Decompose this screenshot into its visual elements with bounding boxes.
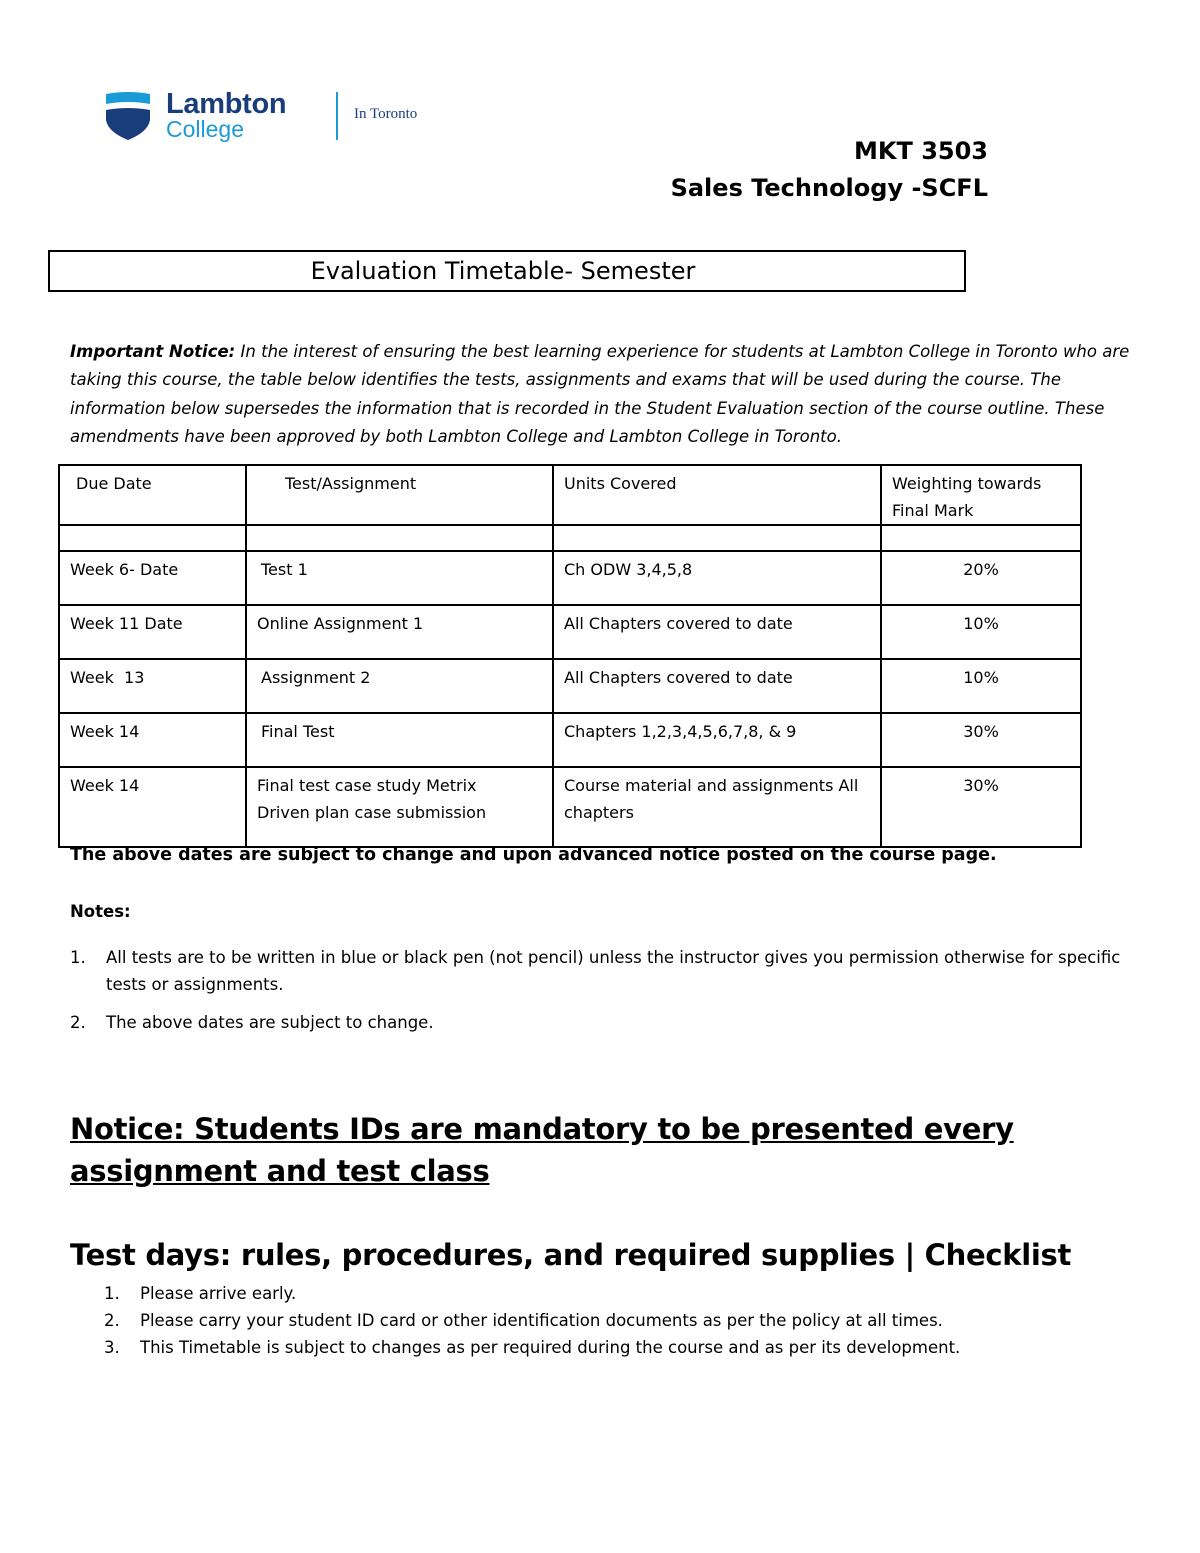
notes-heading: Notes:	[70, 902, 131, 921]
table-row	[59, 659, 1081, 713]
table-cell	[59, 525, 246, 551]
test-days-heading: Test days: rules, procedures, and required supplies | Checklist	[70, 1238, 1072, 1272]
table-cell: 30%	[881, 767, 1081, 847]
table-cell	[246, 525, 553, 551]
table-row	[59, 605, 1081, 659]
important-notice-text: In the interest of ensuring the best learning experience for students at Lambton College in Toronto who are taking this course, the table below identifies the tests, assignments and exams that will be used during the course. The information below supersedes the information that is recorded in the Student Evaluation section of the course outline. These amendments have been approved by both Lambton College and Lambton College in Toronto.	[70, 342, 1130, 446]
course-name: Sales Technology -SCFL	[670, 174, 988, 202]
header-weighting: Weighting towards Final Mark	[881, 465, 1081, 525]
list-text: Please carry your student ID card or other identification documents as per the policy at all times.	[140, 1311, 943, 1330]
checklist	[104, 1280, 1104, 1361]
table-cell: Week 14	[59, 713, 246, 767]
dates-change-notice: The above dates are subject to change and upon advanced notice posted on the course page.	[70, 845, 997, 865]
list-item	[70, 944, 1130, 998]
list-item	[70, 1009, 1130, 1036]
logo-wordmark-college: College	[166, 116, 244, 142]
table-cell: Final test case study Metrix Driven plan case submission	[246, 767, 553, 847]
important-notice	[70, 338, 1134, 451]
table-cell: Final Test	[246, 713, 553, 767]
table-cell	[881, 525, 1081, 551]
list-item	[104, 1334, 1104, 1361]
table-row	[59, 767, 1081, 847]
logo-tagline: In Toronto	[354, 106, 418, 122]
header-test-assignment: Test/Assignment	[246, 465, 553, 525]
logo-wordmark-lambton: Lambton	[166, 88, 287, 120]
table-cell: All Chapters covered to date	[553, 659, 881, 713]
list-item	[104, 1280, 1104, 1307]
evaluation-timetable	[58, 464, 1082, 848]
list-text: This Timetable is subject to changes as per required during the course and as per its development.	[140, 1338, 961, 1357]
course-code: MKT 3503	[853, 137, 988, 165]
table-header-row	[59, 465, 1081, 525]
table-cell: Week 6- Date	[59, 551, 246, 605]
logo-divider	[336, 92, 338, 140]
table-cell: Week 11 Date	[59, 605, 246, 659]
list-text: All tests are to be written in blue or black pen (not pencil) unless the instructor gives you permission otherwise for specific tests or assignments.	[106, 948, 1121, 994]
list-number: 1.	[70, 948, 86, 967]
table-cell: 20%	[881, 551, 1081, 605]
notes-list	[70, 944, 1130, 1036]
list-text: The above dates are subject to change.	[106, 1013, 434, 1032]
lambton-college-logo	[104, 88, 444, 144]
table-cell: Week 13	[59, 659, 246, 713]
table-cell: All Chapters covered to date	[553, 605, 881, 659]
shield-icon	[104, 90, 152, 142]
table-cell: Chapters 1,2,3,4,5,6,7,8, & 9	[553, 713, 881, 767]
important-notice-label: Important Notice:	[70, 342, 236, 361]
evaluation-title: Evaluation Timetable- Semester	[310, 257, 696, 285]
table-row	[59, 551, 1081, 605]
list-number: 3.	[104, 1338, 120, 1357]
table-row	[59, 713, 1081, 767]
table-cell: Online Assignment 1	[246, 605, 553, 659]
table-cell: Week 14	[59, 767, 246, 847]
table-cell: Course material and assignments All chapters	[553, 767, 881, 847]
list-number: 2.	[70, 1013, 86, 1032]
list-number: 1.	[104, 1284, 120, 1303]
table-cell	[553, 525, 881, 551]
header-due-date: Due Date	[59, 465, 246, 525]
list-text: Please arrive early.	[140, 1284, 297, 1303]
list-item	[104, 1307, 1104, 1334]
list-number: 2.	[104, 1311, 120, 1330]
evaluation-title-box	[48, 250, 966, 292]
student-id-notice: Notice: Students IDs are mandatory to be presented every assignment and test class	[70, 1112, 1014, 1188]
table-cell: Test 1	[246, 551, 553, 605]
table-cell: Ch ODW 3,4,5,8	[553, 551, 881, 605]
table-cell: 30%	[881, 713, 1081, 767]
table-row	[59, 525, 1081, 551]
table-cell: Assignment 2	[246, 659, 553, 713]
header-units-covered: Units Covered	[553, 465, 881, 525]
table-cell: 10%	[881, 605, 1081, 659]
table-cell: 10%	[881, 659, 1081, 713]
